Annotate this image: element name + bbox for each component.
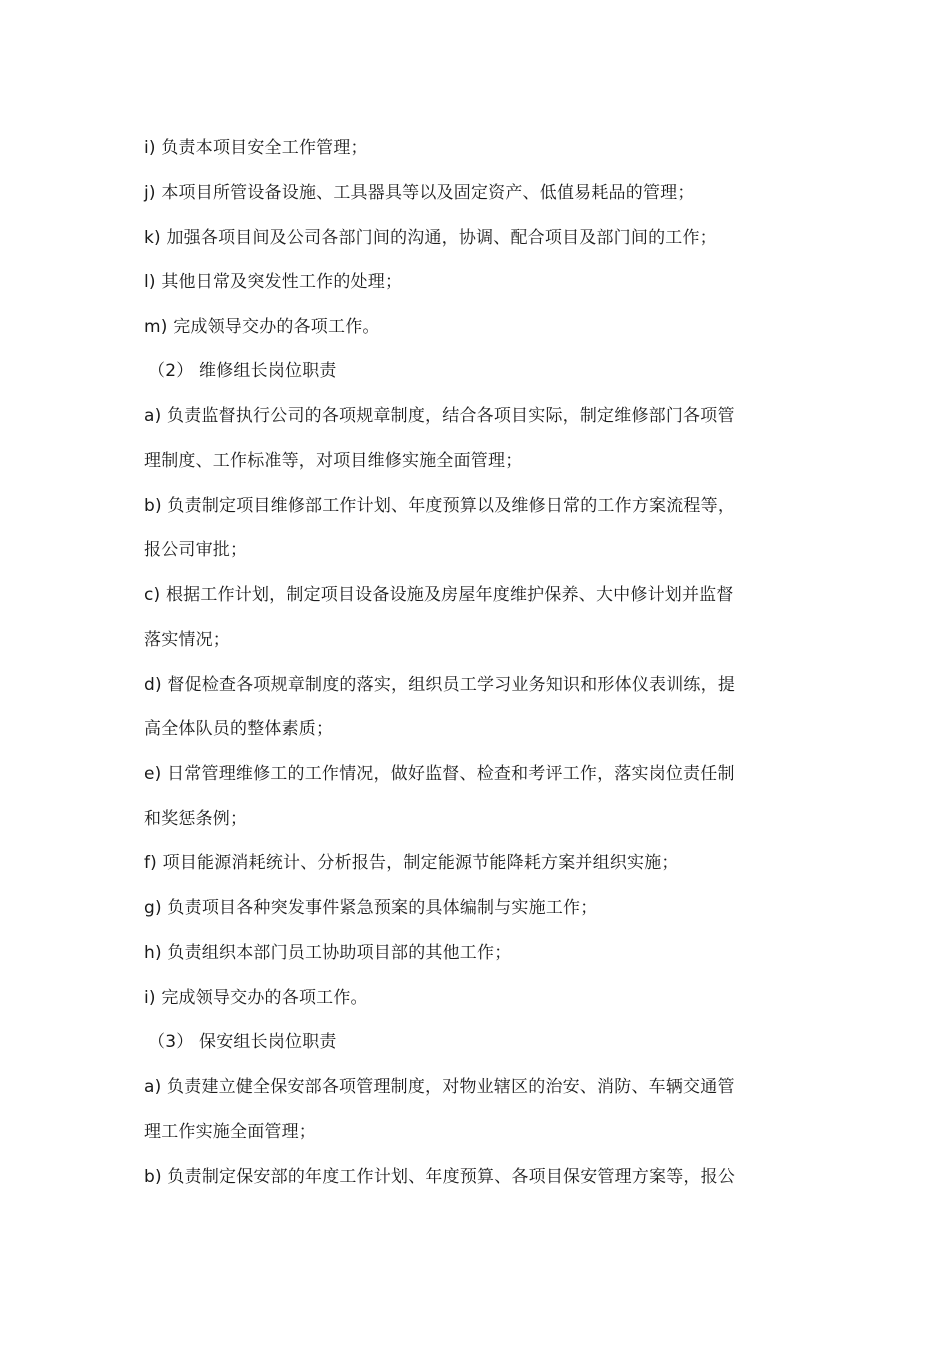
text-line: d) 督促检查各项规章制度的落实，组织员工学习业务知识和形体仪表训练，提: [144, 675, 736, 695]
text-line: l) 其他日常及突发性工作的处理；: [144, 272, 403, 292]
text-line: f) 项目能源消耗统计、分析报告，制定能源节能降耗方案并组织实施；: [144, 853, 679, 873]
text-line: 理制度、工作标准等，对项目维修实施全面管理；: [144, 451, 523, 471]
text-line: a) 负责监督执行公司的各项规章制度，结合各项目实际，制定维修部门各项管: [144, 406, 735, 426]
text-line: 高全体队员的整体素质；: [144, 719, 334, 739]
text-line: a) 负责建立健全保安部各项管理制度，对物业辖区的治安、消防、车辆交通管: [144, 1077, 735, 1097]
section-heading: （2） 维修组长岗位职责: [148, 361, 337, 381]
text-line: 报公司审批；: [144, 540, 248, 560]
text-line: b) 负责制定项目维修部工作计划、年度预算以及维修日常的工作方案流程等，: [144, 496, 736, 516]
text-line: c) 根据工作计划，制定项目设备设施及房屋年度维护保养、大中修计划并监督: [144, 585, 734, 605]
text-line: k) 加强各项目间及公司各部门间的沟通，协调、配合项目及部门间的工作；: [144, 228, 717, 248]
text-line: i) 完成领导交办的各项工作。: [144, 988, 368, 1008]
text-line: j) 本项目所管设备设施、工具器具等以及固定资产、低值易耗品的管理；: [144, 183, 695, 203]
text-line: b) 负责制定保安部的年度工作计划、年度预算、各项目保安管理方案等，报公: [144, 1167, 736, 1187]
text-line: e) 日常管理维修工的工作情况，做好监督、检查和考评工作，落实岗位责任制: [144, 764, 735, 784]
text-line: 和奖惩条例；: [144, 809, 248, 829]
text-line: 理工作实施全面管理；: [144, 1122, 316, 1142]
text-line: 落实情况；: [144, 630, 230, 650]
text-line: h) 负责组织本部门员工协助项目部的其他工作；: [144, 943, 512, 963]
text-line: i) 负责本项目安全工作管理；: [144, 138, 368, 158]
section-heading: （3） 保安组长岗位职责: [148, 1032, 337, 1052]
text-line: g) 负责项目各种突发事件紧急预案的具体编制与实施工作；: [144, 898, 598, 918]
text-line: m) 完成领导交办的各项工作。: [144, 317, 380, 337]
